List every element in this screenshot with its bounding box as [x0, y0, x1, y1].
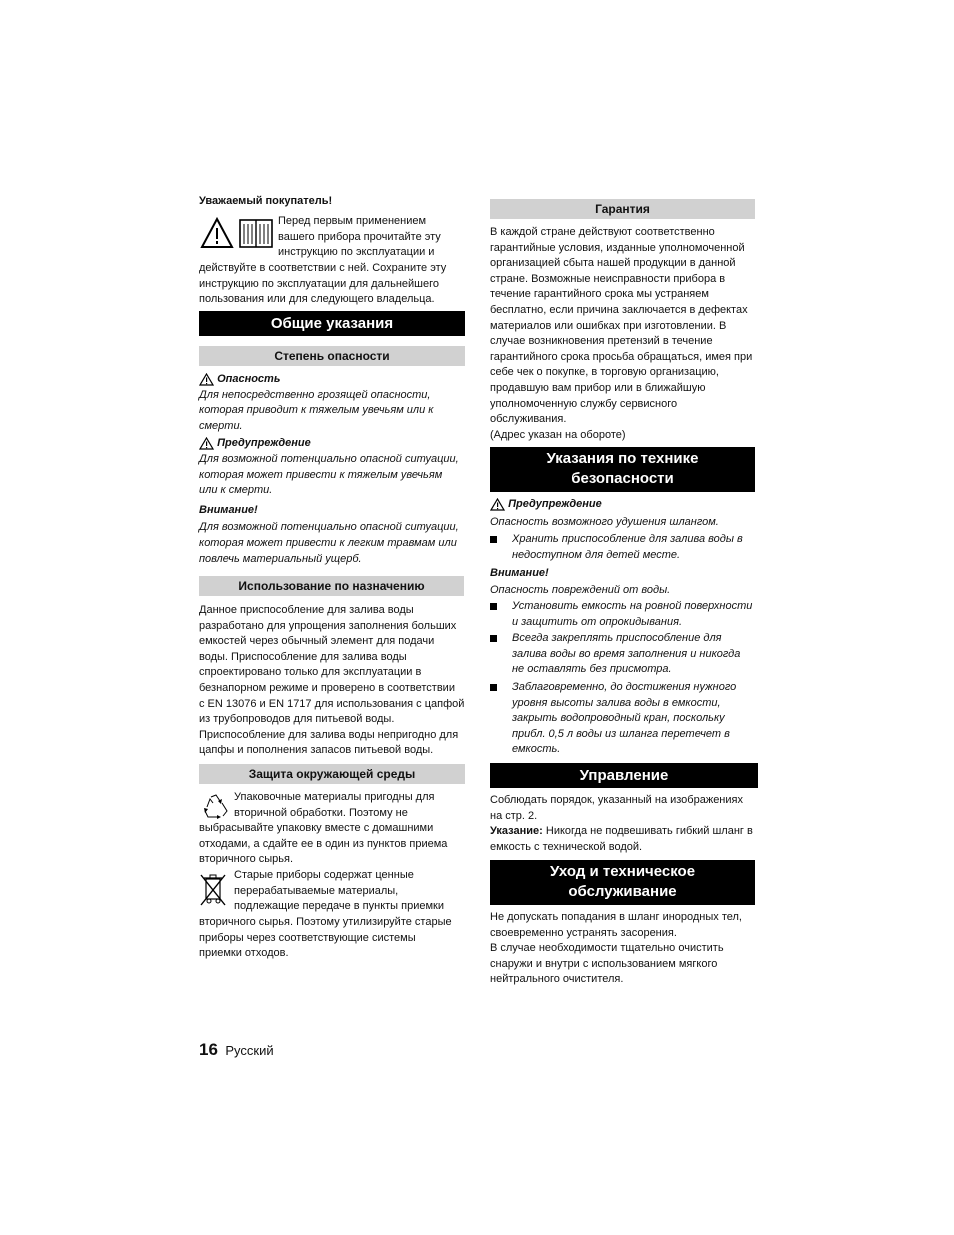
danger-text-line: Для непосредственно грозящей опасности,	[199, 388, 431, 401]
subsection-title-usage: Использование по назначению	[199, 576, 464, 596]
bullet-line: и защитить от опрокидывания.	[512, 615, 682, 628]
warranty-line: уполномоченную службу сервисного	[490, 397, 678, 410]
warning-text-line: которая может привести к тяжелым увечьям	[199, 468, 443, 481]
old-devices-line: Старые приборы содержат ценные	[234, 869, 414, 881]
usage-line: спроектировано только для эксплуатации в	[199, 666, 422, 679]
section-title-warranty: Гарантия	[490, 199, 755, 219]
safety-caution-text: Опасность повреждений от воды.	[490, 584, 671, 596]
page-language: Русский	[225, 1043, 274, 1058]
crossed-bin-icon	[199, 871, 227, 909]
old-devices-line: перерабатываемые материалы,	[234, 884, 399, 897]
usage-line: из трубопроводов для питьевой воды.	[199, 713, 395, 726]
usage-line: цапфы и пополнения запасов питьевой воды.	[199, 744, 434, 757]
old-devices-text	[199, 915, 452, 962]
operation-text	[490, 793, 758, 855]
hazard-levels	[199, 372, 465, 567]
bullet-line: уровня высоты залива воды в емкости,	[512, 696, 721, 709]
bullet-line: Всегда закреплять приспособление для	[512, 632, 722, 644]
warranty-line: организацией сбыта нашей продукции в данной	[490, 257, 736, 270]
warranty-line: материалов или ошибках при изготовлении. В	[490, 319, 727, 332]
danger-text-line: которая приводит к тяжелым увечьям или к	[199, 404, 434, 417]
packaging-line: выбрасывайте упаковку вместе с домашними	[199, 822, 434, 834]
old-devices-line: приемки отходов.	[199, 947, 289, 960]
warning-manual-icon	[199, 216, 275, 250]
packaging-line: вторичной обработки. Поэтому не	[234, 806, 408, 819]
intro-text-beside-icon	[278, 214, 441, 261]
warranty-line: случае возникновения претензий в течение	[490, 335, 713, 348]
safety-caution-label: Внимание!	[490, 567, 549, 579]
warning-text-line: Для возможной потенциально опасной ситуации,	[199, 452, 459, 465]
bullet-line: недоступном для детей месте.	[512, 548, 681, 561]
warranty-line: гарантийного срока просьба обращаться, имея при	[490, 350, 753, 363]
care-line: снаружи и внутри с использованием мягкого	[490, 957, 718, 970]
note-text: Никогда не подвешивать гибкий шланг в	[542, 825, 753, 838]
bullet-square	[490, 536, 497, 543]
warranty-line: гарантийные условия, изданные уполномоченной	[490, 241, 745, 254]
safety-title-line: безопасности	[571, 470, 674, 487]
operation-line: емкость с технической водой.	[490, 840, 643, 853]
warning-triangle-icon	[490, 498, 505, 511]
safety-bullet	[490, 680, 758, 758]
warranty-line: обслуживания.	[490, 413, 567, 426]
warning-triangle-icon	[199, 373, 214, 386]
caution-text-line: Для возможной потенциально опасной ситуации,	[199, 521, 459, 534]
page-footer	[199, 1040, 274, 1060]
safety-title-line: Указания по технике	[546, 450, 699, 467]
bullet-line: не оставлять без присмотра.	[512, 663, 672, 676]
warranty-line: стране. Возможные неисправности прибора в	[490, 272, 726, 285]
intro-line: действуйте в соответствии с ней. Сохраните эту	[199, 262, 447, 274]
intro-line: инструкцию по эксплуатации для дальнейшего	[199, 277, 440, 290]
bullet-line: залива воды во время заполнения и никогда	[512, 647, 741, 660]
old-devices-text-beside-icon	[234, 868, 444, 915]
old-devices-line: подлежащие передаче в пункты приемки	[234, 900, 444, 913]
usage-line: Данное приспособление для залива воды	[199, 604, 414, 616]
operation-line: Соблюдать порядок, указанный на изображениях	[490, 794, 743, 806]
caution-label: Внимание!	[199, 503, 258, 516]
safety-bullet	[490, 599, 758, 630]
packaging-line: отходами, а сдайте ее в один из пунктов приема	[199, 837, 448, 850]
care-line: нейтрального очистителя.	[490, 973, 624, 986]
safety-warning-bullet	[490, 532, 758, 563]
danger-label: Опасность	[217, 373, 281, 385]
page-number: 16	[199, 1040, 218, 1059]
old-devices-line: приборы через соответствующие системы	[199, 931, 416, 944]
subsection-title-environment: Защита окружающей среды	[199, 764, 465, 784]
subsection-title-hazard: Степень опасности	[199, 346, 465, 366]
warranty-line: себе чек о покупке, в торговую организацию,	[490, 366, 719, 379]
safety-bullet	[490, 631, 758, 678]
warranty-line: продавшую вам прибор или в ближайшую	[490, 381, 706, 394]
note-label: Указание:	[490, 825, 543, 838]
greeting: Уважаемый покупатель!	[199, 195, 333, 207]
usage-text	[199, 603, 465, 759]
intro-line: инструкцию по эксплуатации и	[278, 246, 435, 259]
usage-line: разработано для упрощения заполнения больших	[199, 619, 457, 632]
bullet-line: Установить емкость на ровной поверхности	[512, 600, 753, 612]
safety-warning-label: Предупреждение	[508, 498, 602, 510]
usage-line: Приспособление для залива воды непригодно для	[199, 728, 459, 741]
warning-label: Предупреждение	[217, 437, 311, 450]
intro-line: вашего прибора прочитайте эту	[278, 230, 441, 243]
intro-line: пользования или для следующего владельца.	[199, 293, 435, 306]
old-devices-line: вторичного сырья. Поэтому утилизируйте старые	[199, 916, 452, 928]
safety-warning	[490, 497, 758, 530]
care-text	[490, 910, 758, 988]
packaging-line: Упаковочные материалы пригодны для	[234, 791, 435, 803]
warranty-line: В каждой стране действуют соответственно	[490, 226, 715, 238]
section-title-operation: Управление	[490, 763, 758, 788]
bullet-square	[490, 603, 497, 610]
bullet-line: емкость.	[512, 743, 561, 756]
usage-line: емкостей через обычный элемент для подачи	[199, 635, 435, 648]
safety-warning-text: Опасность возможного удушения шлангом.	[490, 515, 719, 528]
section-title-safety	[490, 447, 755, 492]
warranty-line: (Адрес указан на обороте)	[490, 428, 626, 441]
bullet-line: Хранить приспособление для залива воды в	[512, 533, 743, 545]
bullet-square	[490, 684, 497, 691]
warranty-text	[490, 225, 758, 443]
danger-text-line: смерти.	[199, 419, 243, 432]
intro-line: Перед первым применением	[278, 215, 427, 227]
warning-text-line: или к смерти.	[199, 484, 273, 497]
intro-text	[199, 261, 446, 308]
warranty-line: течение гарантийного срока мы устраняем	[490, 288, 709, 301]
caution-text-line: которая может привести к легким травмам или	[199, 536, 457, 549]
packaging-text-beside-icon	[234, 790, 434, 821]
care-line: Не допускать попадания в шланг инородных тел,	[490, 911, 742, 923]
section-title-care	[490, 860, 755, 905]
care-line: своевременно устранять засорения.	[490, 926, 677, 939]
packaging-text	[199, 821, 447, 868]
usage-line: с EN 13076 и EN 1717 для использования с цапфой	[199, 697, 465, 710]
recycling-icon	[201, 793, 231, 821]
care-line: В случае необходимости тщательно очистить	[490, 942, 724, 955]
care-title-line: обслуживание	[568, 883, 677, 900]
care-title-line: Уход и техническое	[549, 863, 696, 880]
caution-text-line: повлечь материальный ущерб.	[199, 552, 362, 565]
warranty-line: бесплатно, если причина заключается в дефектах	[490, 303, 748, 316]
packaging-line: вторичного сырья.	[199, 853, 294, 866]
usage-line: воды. Приспособление для залива воды	[199, 650, 407, 663]
warning-triangle-icon	[199, 437, 214, 450]
bullet-line: Заблаговременно, до достижения нужного	[512, 681, 737, 693]
bullet-line: прибл. 0,5 л воды из шланга перетечет в	[512, 727, 730, 740]
operation-line: на стр. 2.	[490, 809, 538, 822]
usage-line: безнапорном режиме и проверено в соответствии	[199, 681, 455, 694]
bullet-square	[490, 635, 497, 642]
section-title-general: Общие указания	[199, 311, 465, 336]
bullet-line: закрыть водопроводный кран, поскольку	[512, 712, 725, 725]
